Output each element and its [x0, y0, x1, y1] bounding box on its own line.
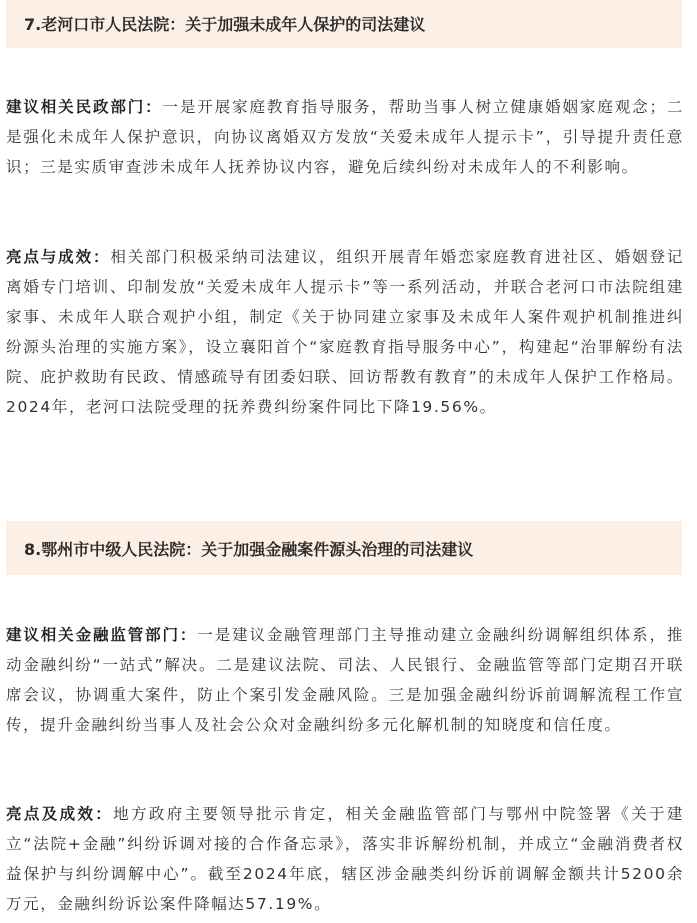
- section-8-result-text: 地方政府主要领导批示肯定，相关金融监管部门与鄂州中院签署《关于建立“法院+金融”纠纷诉调对接的合作备忘录》，落实非诉解纷机制，并成立“金融消费者权益保护与纠纷调解中心”。截至2024年底，辖区涉金融类纠纷诉前调解金额共计5200余万元，金融纠纷诉讼案件降幅达57.19%。: [6, 805, 684, 913]
- section-8-result-lead: 亮点及成效：: [6, 805, 114, 823]
- section-8-suggestion-lead: 建议相关金融监管部门：: [6, 626, 198, 644]
- section-7-result-text: 相关部门积极采纳司法建议，组织开展青年婚恋家庭教育进社区、婚姻登记离婚专门培训、印制发放“关爱未成年人提示卡”等一系列活动，并联合老河口市法院组建家事、未成年人联合观护小组，制定《关于协同建立家事及未成年人案件观护机制推进纠纷源头治理的实施方案》，设立襄阳首个“家庭教育指导服务中心”，构建起“治罪解纷有法院、庇护救助有民政、情感疏导有团委妇联、回访帮教有教育”的未成年人保护工作格局。2024年，老河口法院受理的抚养费纠纷案件同比下降19.56%。: [6, 248, 684, 416]
- section-7-suggestion-lead: 建议相关民政部门：: [6, 98, 163, 116]
- section-7-suggestion-text: 一是开展家庭教育指导服务，帮助当事人树立健康婚姻家庭观念；二是强化未成年人保护意识，向协议离婚双方发放“关爱未成年人提示卡”，引导提升责任意识；三是实质审查涉未成年人抚养协议内容，避免后续纠纷对未成年人的不利影响。: [6, 98, 684, 176]
- section-8-title: 8.鄂州市中级人民法院：关于加强金融案件源头治理的司法建议: [24, 539, 474, 559]
- section-7-result-lead: 亮点与成效：: [6, 248, 111, 266]
- section-7-result-paragraph: [6, 242, 684, 422]
- section-8-suggestion-paragraph: [6, 620, 684, 740]
- section-7-title: 7.老河口市人民法院：关于加强未成年人保护的司法建议: [24, 14, 426, 34]
- section-7-suggestion-paragraph: [6, 92, 684, 182]
- section-8-result-paragraph: [6, 799, 684, 919]
- section-7-heading: [6, 0, 682, 48]
- section-8-heading: [6, 521, 682, 575]
- section-8-suggestion-text: 一是建议金融管理部门主导推动建立金融纠纷调解组织体系，推动金融纠纷“一站式”解决。二是建议法院、司法、人民银行、金融监管等部门定期召开联席会议，协调重大案件，防止个案引发金融风险。三是加强金融纠纷诉前调解流程工作宣传，提升金融纠纷当事人及社会公众对金融纠纷多元化解机制的知晓度和信任度。: [6, 626, 684, 734]
